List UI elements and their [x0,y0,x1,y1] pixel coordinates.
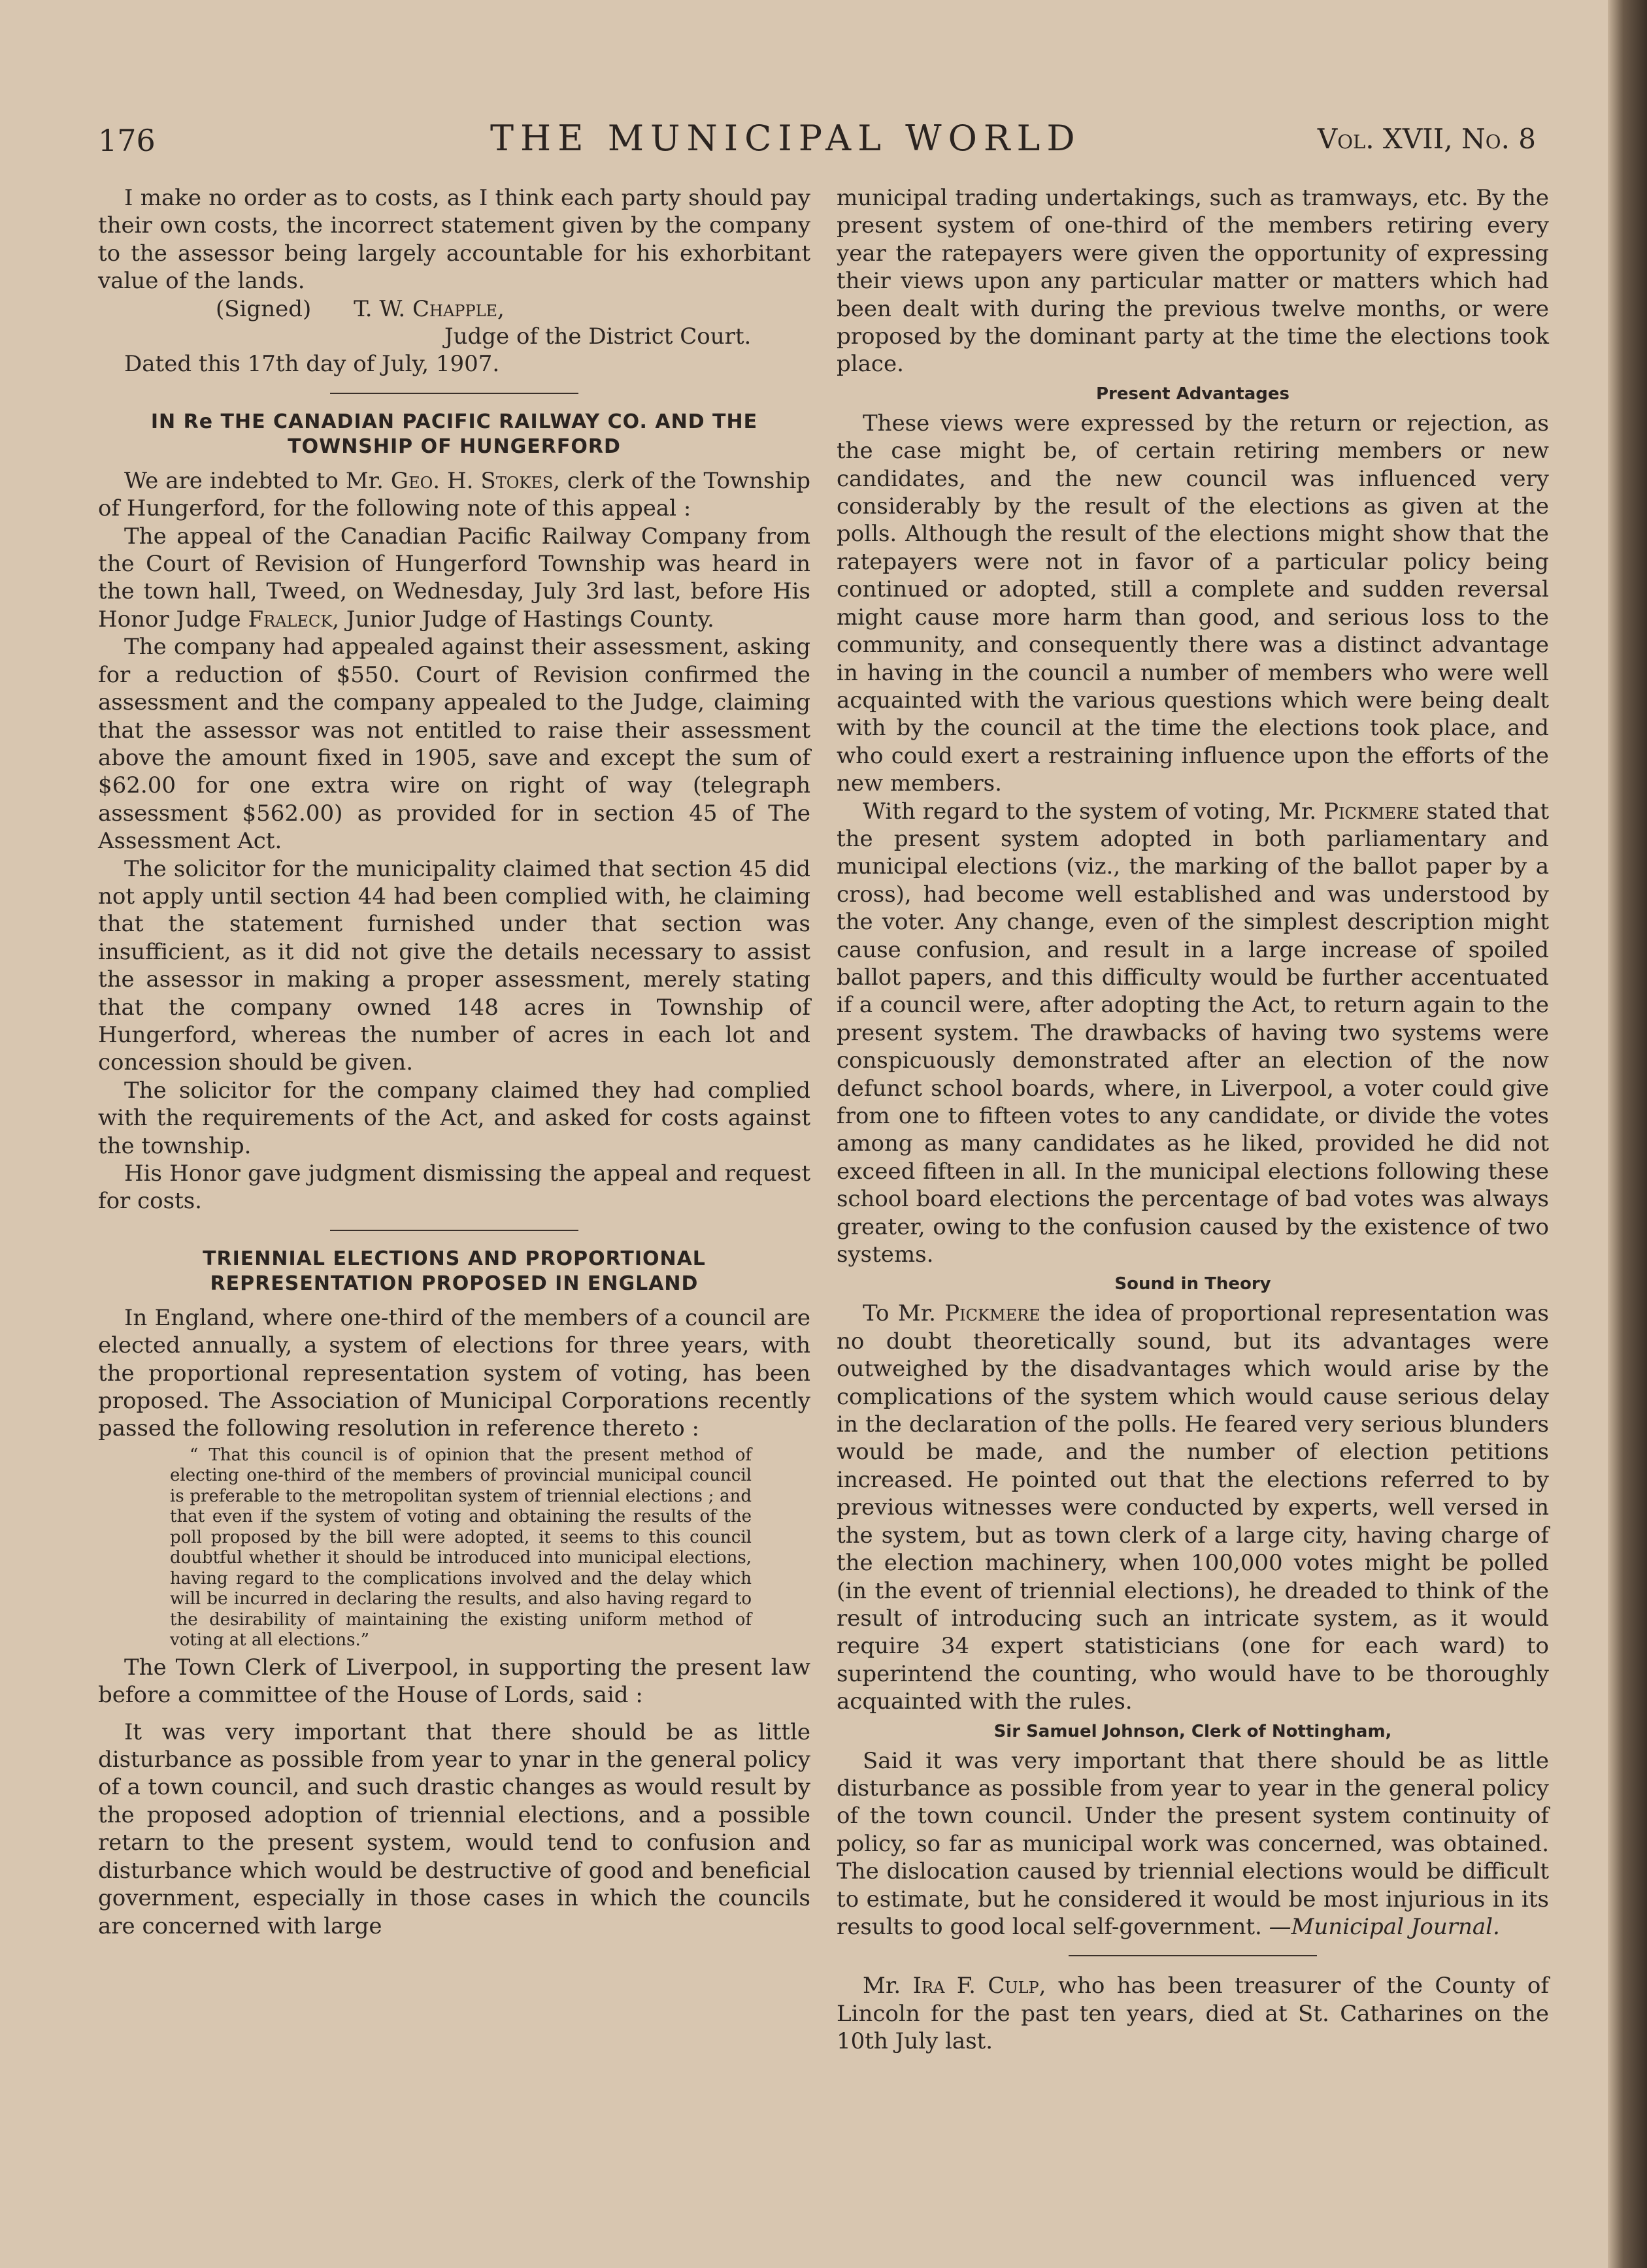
signed-label: (Signed) [216,295,312,322]
page-header [98,118,1536,170]
paragraph: The solicitor for the municipality claimed that section 45 did not apply until section 44 had been complied with, he claiming that the statement furnished under that section was insufficient, as it did not give the details necessary to assist the assessor in making a proper assessment, merely stating that the company owned 148 acres in Township of Hungerford, whereas the number of acres in each lot and concession should be given. [98,855,810,1076]
paragraph: These views were expressed by the return or rejection, as the case might be, of certain retiring members or new candidates, and the new council was influenced very considerably by the result of the elections as given at the polls. Although the result of the elections might show that the ratepayers were not in favor of a particular policy being continued or adopted, still a complete and sudden reversal might cause more harm than good, and serious loss to the community, and consequently there was a distinct advantage in having in the council a number of members who were well acquainted with the various questions which were being dealt with by the council at the time the elections took place, and who could exert a restraining influence upon the efforts of the new members. [837,410,1549,797]
subheading: Sound in Theory [1114,1274,1271,1294]
paragraph: Said it was very important that there should be as little disturbance as possible from year to year in the general policy of the town council. Under the present system continuity of policy, so far as municipal work was concerned, was obtained. The dislocation caused by triennial elections would be difficult to estimate, but he considered it would be most injurious in its results to good local self-government. —Municipal Journal. [837,1747,1549,1940]
divider [330,1230,578,1231]
article-heading: TRIENNIAL ELECTIONS AND PROPORTIONAL REPRESENTATION PROPOSED IN ENGLAND [203,1247,706,1295]
right-column [837,184,1549,2056]
person-name: Pickmere [944,1300,1040,1327]
subheading: Sir Samuel Johnson, Clerk of Nottingham, [993,1721,1392,1741]
left-column [98,184,810,1940]
article-heading: IN Re THE CANADIAN PACIFIC RAILWAY CO. AND THE TOWNSHIP OF HUNGERFORD [150,410,758,458]
paragraph: We are indebted to Mr. Geo. H. Stokes, clerk of the Township of Hungerford, for the following note of this appeal : [98,467,810,522]
signer-name: T. W. Chapple, [354,295,505,322]
paragraph: The solicitor for the company claimed they had complied with the requirements of the Act, and asked for costs against the township. [98,1077,810,1159]
divider [1069,1955,1317,1956]
paragraph: Mr. Ira F. Culp, who has been treasurer of the County of Lincoln for the past ten years, died at St. Catharines on the 10th July last. [837,1973,1549,2055]
volume-label: Vol. XVII, No. 8 [1317,123,1536,155]
person-name: Ira F. Culp [912,1973,1039,1999]
paragraph: To Mr. Pickmere the idea of proportional representation was no doubt theoretically sound, but its advantages were outweighed by the disadvantages which would arise by the complications of the system which would cause serious delay in the declaration of the polls. He feared very serious blunders would be made, and the number of election petitions increased. He pointed out that the elections referred to by previous witnesses were conducted by experts, well versed in the system, but as town clerk of a large city, having charge of the election machinery, when 100,000 votes might be polled (in the event of triennial elections), he dreaded to think of the result of introducing such an intricate system, as it would require 34 expert statisticians (one for each ward) to superintend the counting, who would have to be thoroughly acquainted with the rules. [837,1300,1549,1715]
paragraph: In England, where one-third of the members of a council are elected annually, a system of elections for three years, with the proportional representation system of voting, has been proposed. The Association of Municipal Corporations recently passed the following resolution in reference thereto : [98,1304,810,1442]
paragraph: municipal trading undertakings, such as tramways, etc. By the present system of one-third of the members retiring every year the ratepayers were given the opportunity of expressing their views upon any particular matter or matters which had been dealt with during the previous twelve months, or were proposed by the dominant party at the time the elections took place. [837,185,1549,378]
block-quote: “ That this council is of opinion that the present method of electing one-third of the members of provincial municipal council is preferable to the metropolitan system of triennial elections ; and that even if the system of voting and obtaining the results of the poll proposed by the bill were adopted, it seems to this council doubtful whether it should be introduced into municipal elections, having regard to the complications involved and the delay which will be incurred in declaring the results, and also having regard to the desirability of maintaining the existing uniform method of voting at all elections.” [170,1445,752,1651]
page-edge [1608,0,1647,2268]
person-name: Geo. H. Stokes [390,467,554,494]
page-number: 176 [98,123,156,158]
divider [330,393,578,394]
signer-title: Judge of the District Court. [444,323,752,350]
person-name: Pickmere [1323,798,1420,825]
paragraph: With regard to the system of voting, Mr. Pickmere stated that the present system adopted in both parliamentary and municipal elections (viz., the marking of the ballot paper by a cross), had become well established and was understood by the voter. Any change, even of the simplest description might cause confusion, and result in a large increase of spoiled ballot papers, and this difficulty would be further accentuated if a council were, after adopting the Act, to return again to the present system. The drawbacks of having two systems were conspicuously demonstrated after an election of the now defunct school boards, where, in Liverpool, a voter could give from one to fifteen votes to any candidate, or divide the votes among as many candidates as he liked, provided he did not exceed fifteen in all. In the municipal elections following these school board elections the percentage of bad votes was always greater, owing to the confusion caused by the existence of two systems. [837,798,1549,1268]
page-title: THE MUNICIPAL WORLD [490,118,1082,159]
paragraph: The appeal of the Canadian Pacific Railway Company from the Court of Revision of Hungerford Township was heard in the town hall, Tweed, on Wednesday, July 3rd last, before His Honor Judge Fraleck, Junior Judge of Hastings County. [98,523,810,633]
source-citation: —Municipal Journal. [1269,1913,1500,1940]
paragraph: It was very important that there should be as little disturbance as possible from year to ynar in the general policy of a town council, and such drastic changes as would result by the proposed adoption of triennial elections, and a possible retarn to the present system, would tend to confusion and disturbance which would be destructive of good and beneficial government, especially in those cases in which the councils are concerned with large [98,1718,810,1939]
subheading: Present Advantages [1095,384,1290,404]
dated-line: Dated this 17th day of July, 1907. [124,351,500,378]
paragraph: The company had appealed against their assessment, asking for a reduction of $550. Court of Revision confirmed the assessment and the company appealed to the Judge, claiming that the assessor was not entitled to raise their assessment above the amount fixed in 1905, save and except the sum of $62.00 for one extra wire on right of way (telegraph assessment $562.00) as provided for in section 45 of The Assessment Act. [98,634,810,855]
intro-paragraph: I make no order as to costs, as I think each party should pay their own costs, the incorrect statement given by the company to the assessor being largely accountable for his exhorbitant value of the lands. [98,185,810,295]
paragraph: His Honor gave judgment dismissing the appeal and request for costs. [98,1160,810,1215]
signature-line [98,295,810,323]
paragraph: The Town Clerk of Liverpool, in supporting the present law before a committee of the House of Lords, said : [98,1654,810,1709]
person-name: Fraleck [248,606,333,633]
